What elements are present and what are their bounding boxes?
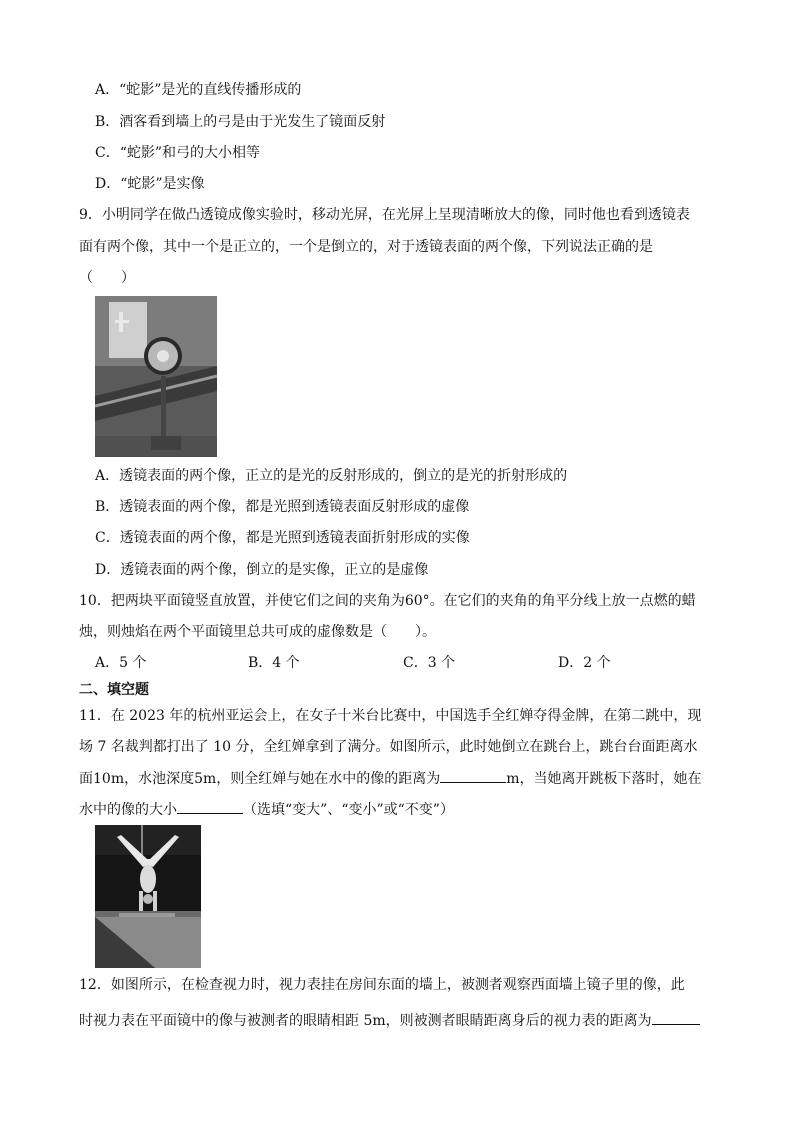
q8-option-c: C．“蛇影”和弓的大小相等: [95, 145, 261, 161]
q8-option-a: A．“蛇影”是光的直线传播形成的: [95, 82, 302, 98]
q11-blank-size[interactable]: [177, 799, 243, 814]
q12-blank-distance[interactable]: [652, 1010, 700, 1025]
section-title-fill-blank: 二、填空题: [79, 682, 149, 698]
q9-option-b: B．透镜表面的两个像，都是光照到透镜表面反射形成的虚像: [95, 499, 470, 515]
q9-option-a: A．透镜表面的两个像，正立的是光的反射形成的，倒立的是光的折射形成的: [95, 468, 568, 484]
q11-stem-line3: [79, 768, 702, 789]
q11-stem-line1: 11．在 2023 年的杭州亚运会上，在女子十米台比赛中，中国选手全红婵夺得金牌，在第二跳中，现: [79, 708, 702, 724]
q9-stem-line2: 面有两个像，其中一个是正立的，一个是倒立的，对于透镜表面的两个像，下列说法正确的是: [79, 239, 653, 255]
q11-stem-line2: 场 7 名裁判都打出了 10 分，全红婵拿到了满分。如图所示，此时她倒立在跳台上，跳台台面距离水: [79, 739, 698, 755]
q11-line3-part2: m，当她离开跳板下落时，她在: [506, 771, 702, 787]
q11-line3-part1: 面10m，水池深度5m，则全红婵与她在水中的像的距离为: [79, 771, 441, 787]
q10-option-c: C．3 个: [403, 655, 456, 671]
q10-stem-line1: 10．把两块平面镜竖直放置，并使它们之间的夹角为60°。在它们的夹角的角平分线上放一点燃的蜡: [79, 593, 696, 609]
q10-option-b: B．4 个: [248, 655, 300, 671]
q11-line4-part2: （选填“变大”、“变小”或“不变”）: [243, 802, 454, 818]
q10-stem-line2: 烛，则烛焰在两个平面镜里总共可成的虚像数是（ ）。: [79, 624, 436, 640]
q10-option-d: D．2 个: [558, 655, 611, 671]
q10-option-a: A．5 个: [95, 655, 147, 671]
q12-stem-line2: [79, 1010, 700, 1031]
q11-blank-distance[interactable]: [440, 768, 506, 783]
q9-option-c: C．透镜表面的两个像，都是光照到透镜表面折射形成的实像: [95, 530, 470, 546]
diver-handstand-photo: [95, 825, 201, 968]
q9-stem-line1: 9．小明同学在做凸透镜成像实验时，移动光屏，在光屏上呈现清晰放大的像，同时他也看到透镜表: [79, 207, 690, 223]
q8-option-b: B．酒客看到墙上的弓是由于光发生了镜面反射: [95, 114, 386, 130]
q8-option-d: D．“蛇影”是实像: [95, 176, 205, 192]
q12-stem-line1: 12．如图所示，在检查视力时，视力表挂在房间东面的墙上，被测者观察西面墙上镜子里的像，此: [79, 977, 685, 993]
q11-line4-part1: 水中的像的大小: [79, 802, 177, 818]
q12-line2-text: 时视力表在平面镜中的像与被测者的眼睛相距 5m，则被测者眼睛距离身后的视力表的距离为: [79, 1013, 652, 1029]
q11-stem-line4: [79, 799, 454, 820]
q9-answer-paren: （ ）: [79, 270, 135, 286]
q9-option-d: D．透镜表面的两个像，倒立的是实像，正立的是虚像: [95, 562, 429, 578]
lens-apparatus-photo: [95, 296, 217, 457]
